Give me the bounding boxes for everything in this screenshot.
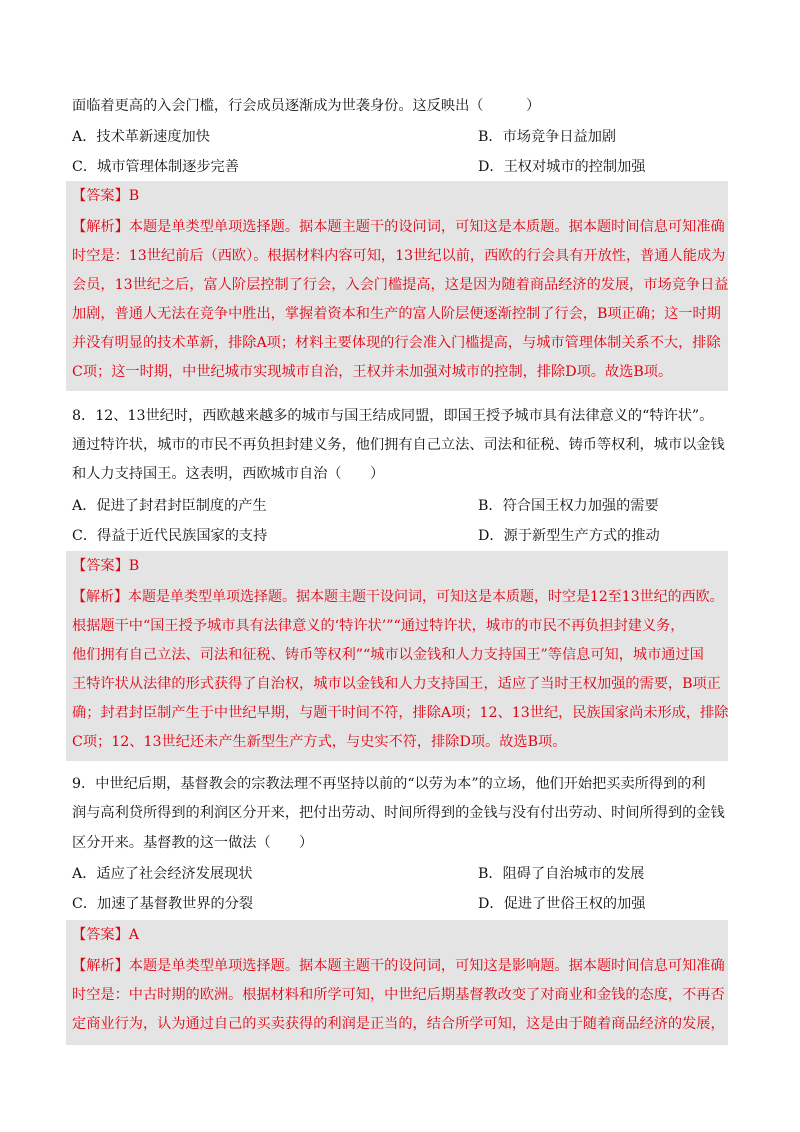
q9-option-b: B．阻碍了自治城市的发展 [478,866,645,882]
q9-stem-line: 9．中世纪后期，基督教会的宗教法理不再坚持以前的“以劳为本”的立场，他们开始把买卖所得到的利 [72,776,706,792]
q8-stem-line: 8．12、13世纪时，西欧越来越多的城市与国王结成同盟，即国王授予城市具有法律意义的“特许状”。 [72,408,714,424]
q9-stem-line: 润与高利贷所得到的利润区分开来，把付出劳动、时间所得到的金钱与没有付出劳动、时间所得到的金钱 [72,805,725,821]
q9-option-c: C．加速了基督教世界的分裂 [72,896,254,912]
q7-analysis-line: C项；这一时期，中世纪城市实现城市自治，王权并未加强对城市的控制，排除D项。故选B项。 [72,364,673,380]
q8-analysis-line: 王特许状从法律的形式获得了自治权，城市以金钱和人力支持国王，适应了当时王权加强的需要，B项正 [72,676,721,692]
q9-analysis-line: 定商业行为，认为通过自己的买卖获得的利润是正当的，结合所学可知，这是由于随着商品经济的发展， [72,1016,725,1032]
q7-analysis-line: 加剧，普通人无法在竞争中胜出，掌握着资本和生产的富人阶层便逐渐控制了行会，B项正确；这一时期 [72,306,721,322]
q9-option-d: D．促进了世俗王权的加强 [478,896,646,912]
q7-analysis-line: 并没有明显的技术革新，排除A项；材料主要体现的行会准入门槛提高，与城市管理体制关系不大，排除 [72,335,721,351]
q7-analysis-line: 会员，13世纪之后，富人阶层控制了行会，入会门槛提高，这是因为随着商品经济的发展，市场竞争日益 [72,277,729,293]
q9-answer-block [66,920,728,1045]
q7-answer-block [66,181,728,391]
q8-answer: 【答案】B [72,558,140,574]
q9-stem-line: 区分开来。基督教的这一做法（ ） [72,835,314,851]
q8-analysis-line: C项；12、13世纪还未产生新型生产方式，与史实不符，排除D项。故选B项。 [72,734,567,750]
q7-option-a: A．技术革新速度加快 [72,129,210,145]
q7-stem-tail: 面临着更高的入会门槛，行会成员逐渐成为世袭身份。这反映出（ ） [72,98,541,114]
q8-answer-block [66,551,728,761]
q7-option-b: B．市场竞争日益加剧 [478,129,617,145]
q9-option-a: A．适应了社会经济发展现状 [72,866,253,882]
q8-analysis-line: 确；封君封臣制产生于中世纪早期，与题干时间不符，排除A项；12、13世纪，民族国家尚未形成，排除 [72,705,729,721]
q9-answer: 【答案】A [72,927,139,943]
q8-option-d: D．源于新型生产方式的推动 [478,528,660,544]
q8-analysis-line: 根据题干中“国王授予城市具有法律意义的‘特许状’”“通过特许状，城市的市民不再负担封建义务， [72,618,685,634]
q9-analysis-line: 【解析】本题是单类型单项选择题。据本题主题干的设问词，可知这是影响题。据本题时间信息可知准确 [72,958,725,974]
q7-option-d: D．王权对城市的控制加强 [478,159,646,175]
q8-option-b: B．符合国王权力加强的需要 [478,498,659,514]
q8-stem-line: 和人力支持国王。这表明，西欧城市自治（ ） [72,466,385,482]
q7-option-c: C．城市管理体制逐步完善 [72,159,239,175]
q7-analysis-line: 【解析】本题是单类型单项选择题。据本题主题干的设问词，可知这是本质题。据本题时间信息可知准确 [72,219,725,235]
q8-option-a: A．促进了封君封臣制度的产生 [72,498,267,514]
q7-analysis-line: 时空是：13世纪前后（西欧）。根据材料内容可知，13世纪以前，西欧的行会具有开放性，普通人能成为 [72,248,726,264]
q8-option-c: C．得益于近代民族国家的支持 [72,528,268,544]
q8-analysis-line: 他们拥有自己立法、司法和征税、铸币等权利”“城市以金钱和人力支持国王”等信息可知，城市通过国 [72,647,704,663]
q8-stem-line: 通过特许状，城市的市民不再负担封建义务，他们拥有自己立法、司法和征税、铸币等权利，城市以金钱 [72,437,725,453]
q7-answer: 【答案】B [72,188,140,204]
q9-analysis-line: 时空是：中古时期的欧洲。根据材料和所学可知，中世纪后期基督教改变了对商业和金钱的态度，不再否 [72,987,725,1003]
q8-analysis-line: 【解析】本题是单类型单项选择题。据本题主题干设问词，可知这是本质题，时空是12至13世纪的西欧。 [72,589,724,605]
